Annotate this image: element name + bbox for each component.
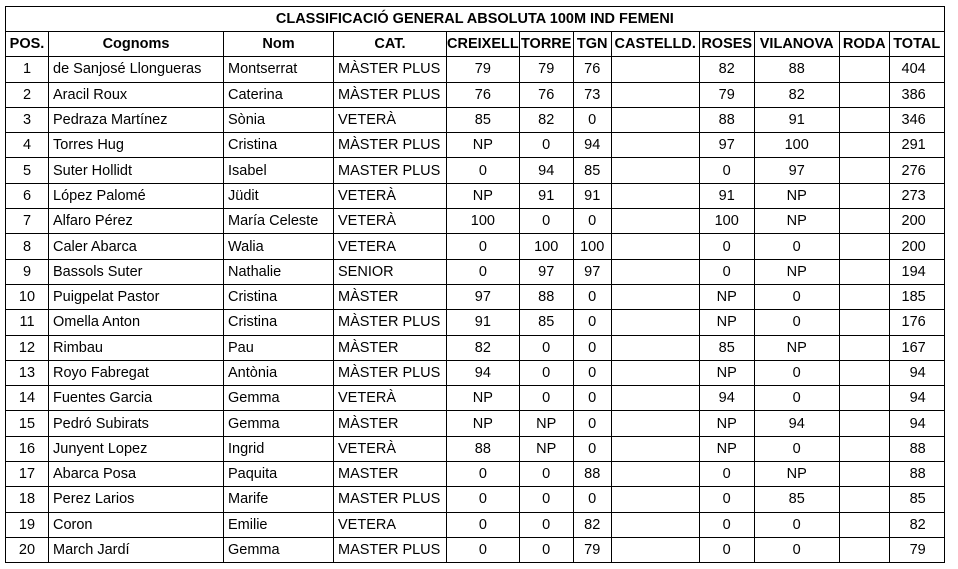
cell-nom: Walia	[224, 234, 334, 259]
table-row	[6, 284, 945, 309]
cell-pos: 20	[6, 537, 49, 562]
cell-roda	[839, 487, 889, 512]
cell-torre: 0	[519, 487, 573, 512]
cell-tgn: 0	[573, 436, 611, 461]
cell-cat: VETERÀ	[334, 183, 447, 208]
cell-roses: NP	[699, 360, 754, 385]
cell-nom: Antònia	[224, 360, 334, 385]
cell-roses: NP	[699, 310, 754, 335]
cell-pos: 17	[6, 462, 49, 487]
table-row	[6, 487, 945, 512]
cell-cat: MÀSTER	[334, 284, 447, 309]
cell-tgn: 0	[573, 107, 611, 132]
header-row	[6, 32, 945, 57]
results-table	[5, 6, 945, 563]
cell-castelld	[611, 360, 699, 385]
cell-roses: 79	[699, 82, 754, 107]
cell-total: 291	[889, 133, 944, 158]
cell-cognoms: March Jardí	[49, 537, 224, 562]
cell-creixell: NP	[447, 386, 520, 411]
cell-creixell: 0	[447, 537, 520, 562]
table-body	[6, 57, 945, 563]
cell-roses: NP	[699, 436, 754, 461]
cell-cat: MASTER PLUS	[334, 537, 447, 562]
column-header-tgn: TGN	[573, 32, 611, 57]
cell-tgn: 85	[573, 158, 611, 183]
cell-tgn: 0	[573, 487, 611, 512]
cell-cat: VETERÀ	[334, 209, 447, 234]
cell-torre: 85	[519, 310, 573, 335]
cell-vilanova: 0	[754, 436, 839, 461]
cell-roses: 94	[699, 386, 754, 411]
cell-cognoms: Bassols Suter	[49, 259, 224, 284]
cell-castelld	[611, 183, 699, 208]
cell-pos: 10	[6, 284, 49, 309]
cell-castelld	[611, 386, 699, 411]
table-row	[6, 537, 945, 562]
cell-creixell: 0	[447, 259, 520, 284]
cell-cognoms: Rimbau	[49, 335, 224, 360]
cell-creixell: 0	[447, 462, 520, 487]
cell-total: 79	[889, 537, 944, 562]
cell-pos: 2	[6, 82, 49, 107]
cell-cognoms: Torres Hug	[49, 133, 224, 158]
cell-roda	[839, 462, 889, 487]
cell-roses: NP	[699, 411, 754, 436]
cell-creixell: 79	[447, 57, 520, 82]
cell-castelld	[611, 487, 699, 512]
cell-roda	[839, 133, 889, 158]
cell-nom: Paquita	[224, 462, 334, 487]
cell-tgn: 91	[573, 183, 611, 208]
cell-pos: 3	[6, 107, 49, 132]
cell-nom: Ingrid	[224, 436, 334, 461]
cell-creixell: 82	[447, 335, 520, 360]
table-title: CLASSIFICACIÓ GENERAL ABSOLUTA 100M IND FEMENI	[6, 7, 945, 32]
cell-pos: 7	[6, 209, 49, 234]
cell-total: 88	[889, 436, 944, 461]
table-row	[6, 411, 945, 436]
cell-total: 176	[889, 310, 944, 335]
cell-torre: 100	[519, 234, 573, 259]
cell-total: 346	[889, 107, 944, 132]
table-row	[6, 259, 945, 284]
cell-tgn: 0	[573, 284, 611, 309]
cell-nom: Cristina	[224, 133, 334, 158]
cell-torre: 0	[519, 335, 573, 360]
cell-cognoms: Suter Hollidt	[49, 158, 224, 183]
cell-castelld	[611, 57, 699, 82]
results-sheet	[5, 6, 945, 563]
cell-nom: María Celeste	[224, 209, 334, 234]
cell-roses: 100	[699, 209, 754, 234]
cell-creixell: NP	[447, 183, 520, 208]
cell-castelld	[611, 310, 699, 335]
cell-roda	[839, 57, 889, 82]
cell-castelld	[611, 158, 699, 183]
cell-vilanova: 0	[754, 284, 839, 309]
cell-tgn: 82	[573, 512, 611, 537]
cell-castelld	[611, 512, 699, 537]
cell-pos: 1	[6, 57, 49, 82]
cell-nom: Emilie	[224, 512, 334, 537]
cell-cognoms: Puigpelat Pastor	[49, 284, 224, 309]
cell-nom: Marife	[224, 487, 334, 512]
cell-nom: Caterina	[224, 82, 334, 107]
cell-vilanova: NP	[754, 183, 839, 208]
cell-castelld	[611, 335, 699, 360]
cell-nom: Gemma	[224, 386, 334, 411]
cell-vilanova: NP	[754, 335, 839, 360]
cell-cat: MÀSTER	[334, 411, 447, 436]
cell-pos: 13	[6, 360, 49, 385]
table-row	[6, 82, 945, 107]
cell-total: 404	[889, 57, 944, 82]
cell-cat: MASTER	[334, 462, 447, 487]
cell-vilanova: 0	[754, 234, 839, 259]
table-row	[6, 107, 945, 132]
cell-cognoms: Junyent Lopez	[49, 436, 224, 461]
cell-creixell: NP	[447, 133, 520, 158]
cell-pos: 11	[6, 310, 49, 335]
cell-nom: Pau	[224, 335, 334, 360]
cell-roda	[839, 183, 889, 208]
cell-tgn: 100	[573, 234, 611, 259]
cell-torre: 97	[519, 259, 573, 284]
cell-roses: 0	[699, 259, 754, 284]
cell-torre: 76	[519, 82, 573, 107]
cell-tgn: 0	[573, 335, 611, 360]
cell-castelld	[611, 107, 699, 132]
column-header-cognoms: Cognoms	[49, 32, 224, 57]
cell-roses: 0	[699, 462, 754, 487]
cell-castelld	[611, 411, 699, 436]
cell-roses: 91	[699, 183, 754, 208]
cell-total: 82	[889, 512, 944, 537]
cell-tgn: 88	[573, 462, 611, 487]
cell-nom: Isabel	[224, 158, 334, 183]
table-row	[6, 386, 945, 411]
cell-tgn: 73	[573, 82, 611, 107]
cell-castelld	[611, 284, 699, 309]
cell-roda	[839, 259, 889, 284]
cell-total: 85	[889, 487, 944, 512]
cell-pos: 16	[6, 436, 49, 461]
cell-cognoms: Royo Fabregat	[49, 360, 224, 385]
cell-creixell: 94	[447, 360, 520, 385]
column-header-vilanova: VILANOVA	[754, 32, 839, 57]
cell-cat: MÀSTER	[334, 335, 447, 360]
cell-vilanova: NP	[754, 462, 839, 487]
cell-vilanova: 88	[754, 57, 839, 82]
cell-nom: Gemma	[224, 537, 334, 562]
cell-roses: NP	[699, 284, 754, 309]
cell-nom: Montserrat	[224, 57, 334, 82]
column-header-roda: RODA	[839, 32, 889, 57]
cell-roda	[839, 107, 889, 132]
cell-roses: 97	[699, 133, 754, 158]
cell-nom: Gemma	[224, 411, 334, 436]
cell-roda	[839, 386, 889, 411]
cell-cognoms: Aracil Roux	[49, 82, 224, 107]
cell-roses: 0	[699, 234, 754, 259]
cell-creixell: 0	[447, 512, 520, 537]
cell-vilanova: 0	[754, 537, 839, 562]
cell-total: 167	[889, 335, 944, 360]
cell-torre: 91	[519, 183, 573, 208]
cell-tgn: 79	[573, 537, 611, 562]
cell-roses: 0	[699, 158, 754, 183]
cell-vilanova: 100	[754, 133, 839, 158]
cell-torre: NP	[519, 436, 573, 461]
cell-castelld	[611, 133, 699, 158]
cell-torre: 0	[519, 386, 573, 411]
cell-creixell: 100	[447, 209, 520, 234]
cell-pos: 14	[6, 386, 49, 411]
cell-cognoms: Coron	[49, 512, 224, 537]
cell-total: 94	[889, 411, 944, 436]
cell-creixell: NP	[447, 411, 520, 436]
table-row	[6, 462, 945, 487]
cell-roses: 85	[699, 335, 754, 360]
table-row	[6, 360, 945, 385]
cell-creixell: 76	[447, 82, 520, 107]
cell-total: 200	[889, 209, 944, 234]
cell-cognoms: de Sanjosé Llongueras	[49, 57, 224, 82]
table-row	[6, 310, 945, 335]
column-header-roses: ROSES	[699, 32, 754, 57]
cell-pos: 9	[6, 259, 49, 284]
cell-cat: SENIOR	[334, 259, 447, 284]
cell-cat: MÀSTER PLUS	[334, 57, 447, 82]
cell-nom: Nathalie	[224, 259, 334, 284]
cell-cat: MÀSTER PLUS	[334, 310, 447, 335]
cell-creixell: 91	[447, 310, 520, 335]
cell-vilanova: NP	[754, 259, 839, 284]
cell-torre: 82	[519, 107, 573, 132]
cell-total: 386	[889, 82, 944, 107]
column-header-castelld: CASTELLD.	[611, 32, 699, 57]
cell-creixell: 0	[447, 487, 520, 512]
cell-cat: VETERA	[334, 234, 447, 259]
cell-cat: MÀSTER PLUS	[334, 133, 447, 158]
cell-vilanova: NP	[754, 209, 839, 234]
cell-creixell: 0	[447, 158, 520, 183]
cell-cognoms: Fuentes Garcia	[49, 386, 224, 411]
cell-cognoms: Caler Abarca	[49, 234, 224, 259]
table-row	[6, 57, 945, 82]
cell-vilanova: 85	[754, 487, 839, 512]
cell-pos: 19	[6, 512, 49, 537]
cell-cognoms: Omella Anton	[49, 310, 224, 335]
cell-castelld	[611, 462, 699, 487]
cell-vilanova: 82	[754, 82, 839, 107]
cell-tgn: 0	[573, 386, 611, 411]
cell-cat: MASTER PLUS	[334, 158, 447, 183]
cell-creixell: 97	[447, 284, 520, 309]
cell-cat: VETERÀ	[334, 436, 447, 461]
cell-tgn: 0	[573, 411, 611, 436]
cell-castelld	[611, 234, 699, 259]
cell-roda	[839, 158, 889, 183]
cell-total: 200	[889, 234, 944, 259]
table-row	[6, 335, 945, 360]
cell-torre: NP	[519, 411, 573, 436]
table-row	[6, 436, 945, 461]
cell-roses: 82	[699, 57, 754, 82]
cell-vilanova: 91	[754, 107, 839, 132]
cell-pos: 12	[6, 335, 49, 360]
column-header-torre: TORRE	[519, 32, 573, 57]
cell-creixell: 0	[447, 234, 520, 259]
table-row	[6, 158, 945, 183]
cell-total: 94	[889, 360, 944, 385]
cell-vilanova: 0	[754, 310, 839, 335]
cell-castelld	[611, 259, 699, 284]
column-header-pos: POS.	[6, 32, 49, 57]
cell-pos: 5	[6, 158, 49, 183]
cell-torre: 0	[519, 462, 573, 487]
cell-pos: 4	[6, 133, 49, 158]
cell-nom: Sònia	[224, 107, 334, 132]
cell-tgn: 0	[573, 209, 611, 234]
cell-vilanova: 94	[754, 411, 839, 436]
cell-total: 185	[889, 284, 944, 309]
cell-creixell: 85	[447, 107, 520, 132]
cell-total: 94	[889, 386, 944, 411]
cell-torre: 94	[519, 158, 573, 183]
cell-castelld	[611, 537, 699, 562]
cell-roses: 0	[699, 487, 754, 512]
cell-cat: VETERÀ	[334, 107, 447, 132]
cell-roda	[839, 82, 889, 107]
cell-tgn: 97	[573, 259, 611, 284]
cell-roda	[839, 284, 889, 309]
cell-tgn: 76	[573, 57, 611, 82]
cell-roses: 88	[699, 107, 754, 132]
column-header-cat: CAT.	[334, 32, 447, 57]
cell-torre: 0	[519, 537, 573, 562]
cell-vilanova: 97	[754, 158, 839, 183]
column-header-total: TOTAL	[889, 32, 944, 57]
cell-cognoms: Alfaro Pérez	[49, 209, 224, 234]
cell-roda	[839, 335, 889, 360]
cell-roses: 0	[699, 537, 754, 562]
table-row	[6, 133, 945, 158]
cell-torre: 0	[519, 133, 573, 158]
table-row	[6, 209, 945, 234]
column-header-nom: Nom	[224, 32, 334, 57]
table-row	[6, 234, 945, 259]
cell-roda	[839, 411, 889, 436]
cell-roda	[839, 436, 889, 461]
cell-total: 88	[889, 462, 944, 487]
cell-roda	[839, 234, 889, 259]
cell-nom: Jüdit	[224, 183, 334, 208]
cell-cat: MÀSTER PLUS	[334, 360, 447, 385]
cell-cognoms: Pedró Subirats	[49, 411, 224, 436]
cell-pos: 18	[6, 487, 49, 512]
column-header-creixell: CREIXELL	[447, 32, 520, 57]
cell-cognoms: López Palomé	[49, 183, 224, 208]
table-row	[6, 512, 945, 537]
cell-roda	[839, 537, 889, 562]
cell-castelld	[611, 209, 699, 234]
cell-total: 273	[889, 183, 944, 208]
table-row	[6, 183, 945, 208]
cell-tgn: 0	[573, 310, 611, 335]
cell-pos: 6	[6, 183, 49, 208]
cell-torre: 0	[519, 209, 573, 234]
cell-nom: Cristina	[224, 310, 334, 335]
cell-torre: 79	[519, 57, 573, 82]
cell-vilanova: 0	[754, 512, 839, 537]
cell-castelld	[611, 82, 699, 107]
cell-roses: 0	[699, 512, 754, 537]
cell-pos: 15	[6, 411, 49, 436]
cell-tgn: 94	[573, 133, 611, 158]
cell-cognoms: Pedraza Martínez	[49, 107, 224, 132]
cell-cognoms: Perez Larios	[49, 487, 224, 512]
cell-vilanova: 0	[754, 360, 839, 385]
cell-cat: VETERÀ	[334, 386, 447, 411]
cell-torre: 88	[519, 284, 573, 309]
cell-total: 194	[889, 259, 944, 284]
cell-roda	[839, 360, 889, 385]
cell-torre: 0	[519, 512, 573, 537]
cell-cat: MASTER PLUS	[334, 487, 447, 512]
cell-roda	[839, 512, 889, 537]
cell-nom: Cristina	[224, 284, 334, 309]
cell-roda	[839, 310, 889, 335]
cell-cognoms: Abarca Posa	[49, 462, 224, 487]
cell-cat: VETERA	[334, 512, 447, 537]
cell-total: 276	[889, 158, 944, 183]
cell-tgn: 0	[573, 360, 611, 385]
cell-creixell: 88	[447, 436, 520, 461]
cell-torre: 0	[519, 360, 573, 385]
cell-castelld	[611, 436, 699, 461]
cell-cat: MÀSTER PLUS	[334, 82, 447, 107]
cell-pos: 8	[6, 234, 49, 259]
cell-roda	[839, 209, 889, 234]
cell-vilanova: 0	[754, 386, 839, 411]
